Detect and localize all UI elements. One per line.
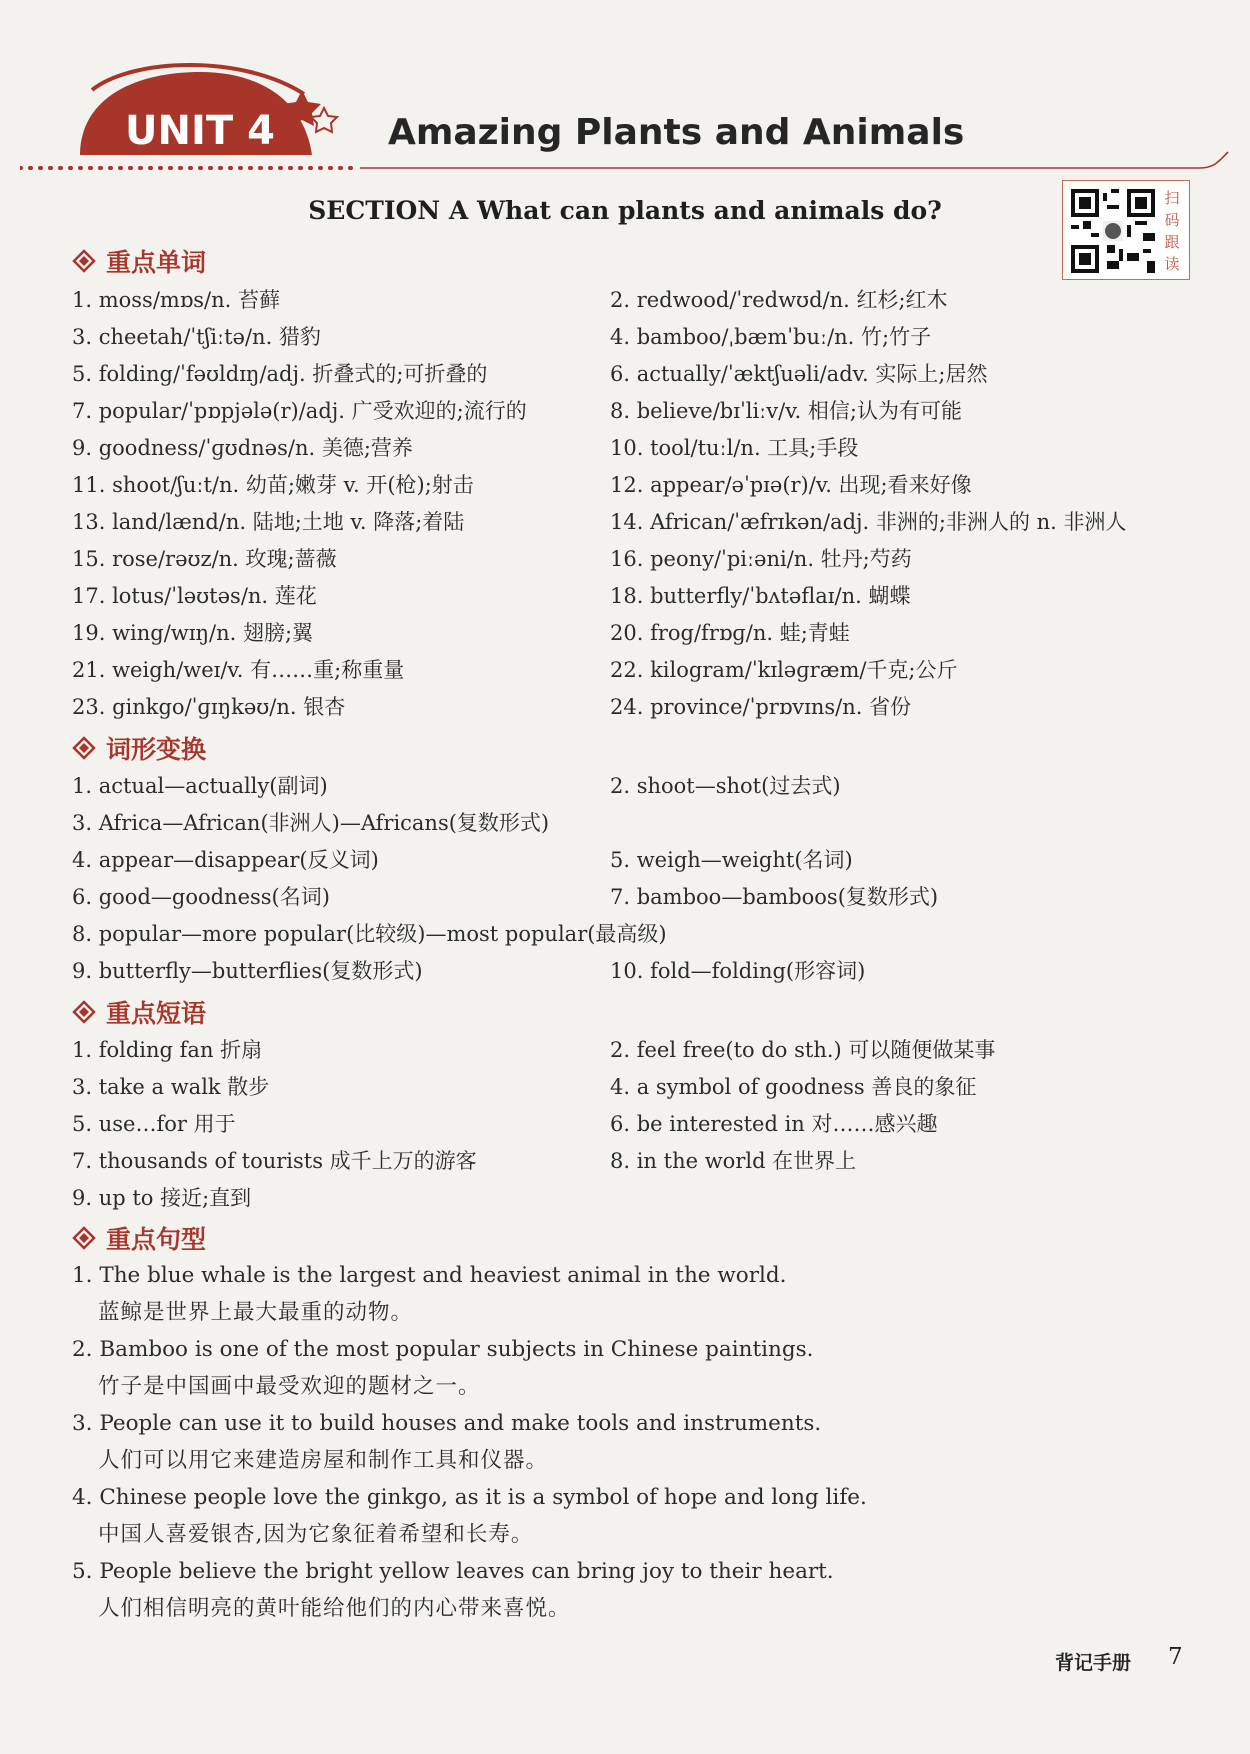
word-item: 15. rose/rəʊz/n. 玫瑰;蔷薇 <box>72 547 337 571</box>
unit-title: Amazing Plants and Animals <box>388 112 965 153</box>
heading-key-words <box>72 244 206 278</box>
page-number: 7 <box>1168 1644 1183 1670</box>
qr-char: 跟 <box>1164 233 1180 251</box>
sentence-cn: 蓝鲸是世界上最大最重的动物。 <box>98 1300 414 1325</box>
phrase-item: 6. be interested in 对……感兴趣 <box>610 1112 938 1136</box>
qr-char: 读 <box>1164 255 1180 273</box>
sentence-en: 4. Chinese people love the ginkgo, as it is a symbol of hope and long life. <box>72 1485 867 1510</box>
word-item: 5. folding/ˈfəʊldɪŋ/adj. 折叠式的;可折叠的 <box>72 362 488 386</box>
word-item: 14. African/ˈæfrɪkən/adj. 非洲的;非洲人的 n. 非洲人 <box>610 510 1127 534</box>
word-item: 9. goodness/ˈɡʊdnəs/n. 美德;营养 <box>72 436 413 460</box>
header-divider <box>20 150 1230 180</box>
qr-code-box[interactable] <box>1062 180 1190 280</box>
diamond-icon <box>72 1226 96 1250</box>
word-item: 17. lotus/ˈləʊtəs/n. 莲花 <box>72 584 317 608</box>
diamond-icon <box>72 736 96 760</box>
sentence-cn: 人们可以用它来建造房屋和制作工具和仪器。 <box>98 1448 549 1473</box>
word-item: 13. land/lænd/n. 陆地;土地 v. 降落;着陆 <box>72 510 465 534</box>
unit-badge <box>72 60 342 160</box>
form-item: 2. shoot—shot(过去式) <box>610 774 841 798</box>
word-item: 3. cheetah/ˈtʃiːtə/n. 猎豹 <box>72 325 321 349</box>
sentence-en: 5. People believe the bright yellow leaves can bring joy to their heart. <box>72 1559 834 1584</box>
phrase-item: 7. thousands of tourists 成千上万的游客 <box>72 1149 477 1173</box>
heading-key-phrases <box>72 995 206 1029</box>
form-item: 10. fold—folding(形容词) <box>610 959 866 983</box>
word-item: 8. believe/bɪˈliːv/v. 相信;认为有可能 <box>610 399 962 423</box>
form-item: 9. butterfly—butterflies(复数形式) <box>72 959 423 983</box>
heading-text: 重点单词 <box>106 248 207 277</box>
unit-label: UNIT 4 <box>125 108 275 154</box>
qr-code-icon <box>1071 189 1155 273</box>
word-item: 1. moss/mɒs/n. 苔藓 <box>72 288 280 312</box>
diamond-icon <box>72 1000 96 1024</box>
word-item: 6. actually/ˈæktʃuəli/adv. 实际上;居然 <box>610 362 988 386</box>
form-item: 6. good—goodness(名词) <box>72 885 330 909</box>
diamond-icon <box>72 249 96 273</box>
form-item: 5. weigh—weight(名词) <box>610 848 853 872</box>
word-item: 7. popular/ˈpɒpjələ(r)/adj. 广受欢迎的;流行的 <box>72 399 527 423</box>
phrase-item: 8. in the world 在世界上 <box>610 1149 857 1173</box>
phrase-item: 9. up to 接近;直到 <box>72 1186 252 1210</box>
form-item: 7. bamboo—bamboos(复数形式) <box>610 885 939 909</box>
qr-char: 扫 <box>1164 189 1180 207</box>
qr-scan-label <box>1158 187 1186 275</box>
heading-key-sentences <box>72 1221 206 1255</box>
word-item: 16. peony/ˈpiːəni/n. 牡丹;芍药 <box>610 547 912 571</box>
sentence-en: 3. People can use it to build houses and make tools and instruments. <box>72 1411 822 1436</box>
heading-text: 词形变换 <box>106 735 207 764</box>
phrase-item: 2. feel free(to do sth.) 可以随便做某事 <box>610 1038 996 1062</box>
form-item: 8. popular—more popular(比较级)—most popular(最高级) <box>72 922 667 946</box>
sentence-cn: 中国人喜爱银杏,因为它象征着希望和长寿。 <box>98 1522 534 1547</box>
word-item: 12. appear/əˈpɪə(r)/v. 出现;看来好像 <box>610 473 972 497</box>
form-item: 3. Africa—African(非洲人)—Africans(复数形式) <box>72 811 550 835</box>
word-item: 19. wing/wɪŋ/n. 翅膀;翼 <box>72 621 314 645</box>
sentence-en: 1. The blue whale is the largest and heaviest animal in the world. <box>72 1263 787 1288</box>
word-item: 10. tool/tuːl/n. 工具;手段 <box>610 436 859 460</box>
word-item: 18. butterfly/ˈbʌtəflaɪ/n. 蝴蝶 <box>610 584 911 608</box>
word-item: 24. province/ˈprɒvɪns/n. 省份 <box>610 695 912 719</box>
word-item: 11. shoot/ʃuːt/n. 幼苗;嫩芽 v. 开(枪);射击 <box>72 473 474 497</box>
phrase-item: 3. take a walk 散步 <box>72 1075 270 1099</box>
heading-text: 重点句型 <box>106 1225 207 1254</box>
word-item: 21. weigh/weɪ/v. 有……重;称重量 <box>72 658 405 682</box>
sentence-cn: 竹子是中国画中最受欢迎的题材之一。 <box>98 1374 481 1399</box>
word-item: 2. redwood/ˈredwʊd/n. 红杉;红木 <box>610 288 948 312</box>
phrase-item: 4. a symbol of goodness 善良的象征 <box>610 1075 977 1099</box>
qr-char: 码 <box>1164 211 1180 229</box>
word-item: 4. bamboo/ˌbæmˈbuː/n. 竹;竹子 <box>610 325 932 349</box>
form-item: 1. actual—actually(副词) <box>72 774 328 798</box>
word-item: 23. ginkgo/ˈɡɪŋkəʊ/n. 银杏 <box>72 695 346 719</box>
phrase-item: 1. folding fan 折扇 <box>72 1038 263 1062</box>
word-item: 22. kilogram/ˈkɪləɡræm/千克;公斤 <box>610 658 958 682</box>
section-title: SECTION A What can plants and animals do? <box>308 196 942 225</box>
heading-text: 重点短语 <box>106 999 207 1028</box>
footer-label: 背记手册 <box>1055 1652 1132 1674</box>
sentence-cn: 人们相信明亮的黄叶能给他们的内心带来喜悦。 <box>98 1596 571 1621</box>
sentence-en: 2. Bamboo is one of the most popular subjects in Chinese paintings. <box>72 1337 814 1362</box>
word-item: 20. frog/frɒɡ/n. 蛙;青蛙 <box>610 621 850 645</box>
phrase-item: 5. use…for 用于 <box>72 1112 236 1136</box>
heading-word-forms <box>72 731 206 765</box>
form-item: 4. appear—disappear(反义词) <box>72 848 379 872</box>
